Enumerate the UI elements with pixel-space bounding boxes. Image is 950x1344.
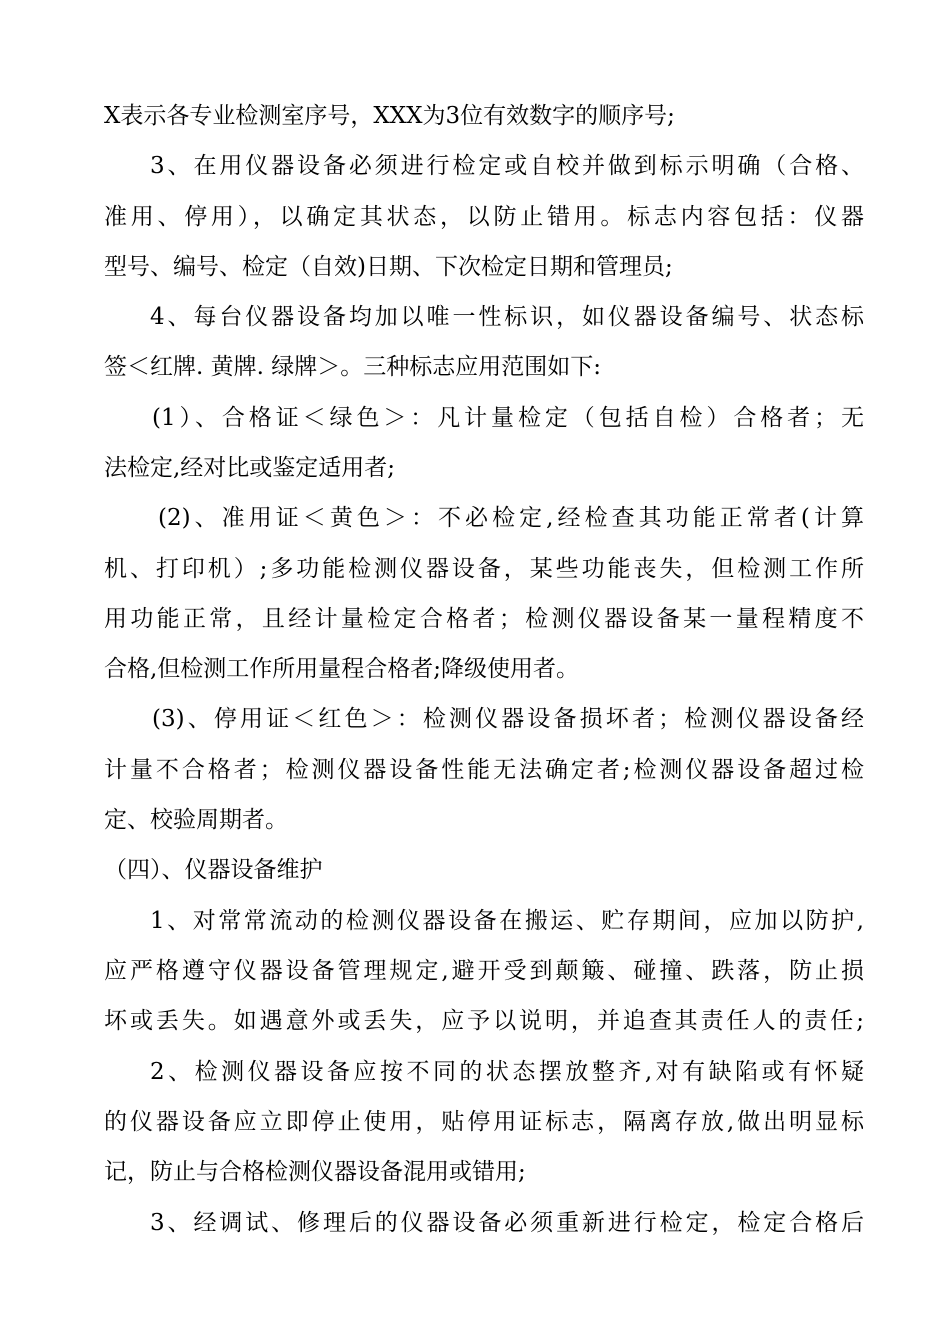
text-line-22: 记，防止与合格检测仪器设备混用或错用; bbox=[104, 1159, 526, 1185]
text-line-13: (3)、停用证＜红色＞：检测仪器设备损坏者；检测仪器设备经 bbox=[152, 706, 864, 732]
text-line-15: 定、校验周期者。 bbox=[104, 807, 288, 833]
text-line-23: 3、经调试、修理后的仪器设备必须重新进行检定，检定合格后 bbox=[150, 1210, 864, 1236]
text-line-17: 1、对常常流动的检测仪器设备在搬运、贮存期间，应加以防护, bbox=[150, 908, 864, 934]
text-line-10: 机、打印机）;多功能检测仪器设备，某些功能丧失，但检测工作所 bbox=[104, 556, 864, 582]
text-line-9: (2)、准用证＜黄色＞：不必检定,经检查其功能正常者(计算 bbox=[158, 505, 864, 531]
section-heading: （四）、仪器设备维护 bbox=[104, 857, 323, 883]
text-line-18: 应严格遵守仪器设备管理规定,避开受到颠簸、碰撞、跌落，防止损 bbox=[104, 958, 864, 984]
text-line-6: 签＜红牌. 黄牌. 绿牌＞。三种标志应用范围如下: bbox=[104, 354, 601, 380]
text-line-4: 型号、编号、检定（自效)日期、下次检定日期和管理员; bbox=[104, 254, 673, 280]
text-line-20: 2、检测仪器设备应按不同的状态摆放整齐,对有缺陷或有怀疑 bbox=[150, 1059, 864, 1085]
text-line-1: X表示各专业检测室序号，XXX为3位有效数字的顺序号; bbox=[104, 103, 675, 129]
text-line-3: 准用、停用），以确定其状态，以防止错用。标志内容包括：仪器 bbox=[104, 204, 864, 230]
text-line-5: 4、每台仪器设备均加以唯一性标识，如仪器设备编号、状态标 bbox=[150, 304, 864, 330]
text-line-2: 3、在用仪器设备必须进行检定或自校并做到标示明确（合格、 bbox=[150, 153, 864, 179]
text-line-7: (1）、合格证＜绿色＞：凡计量检定（包括自检）合格者；无 bbox=[152, 405, 864, 431]
text-line-11: 用功能正常，且经计量检定合格者；检测仪器设备某一量程精度不 bbox=[104, 606, 864, 632]
text-line-12: 合格,但检测工作所用量程合格者;降级使用者。 bbox=[104, 656, 580, 682]
text-line-8: 法检定,经对比或鉴定适用者; bbox=[104, 455, 396, 481]
text-line-21: 的仪器设备应立即停止使用，贴停用证标志，隔离存放,做出明显标 bbox=[104, 1109, 864, 1135]
text-line-19: 坏或丢失。如遇意外或丢失，应予以说明，并追查其责任人的责任; bbox=[104, 1008, 864, 1034]
text-line-14: 计量不合格者；检测仪器设备性能无法确定者;检测仪器设备超过检 bbox=[104, 757, 864, 783]
